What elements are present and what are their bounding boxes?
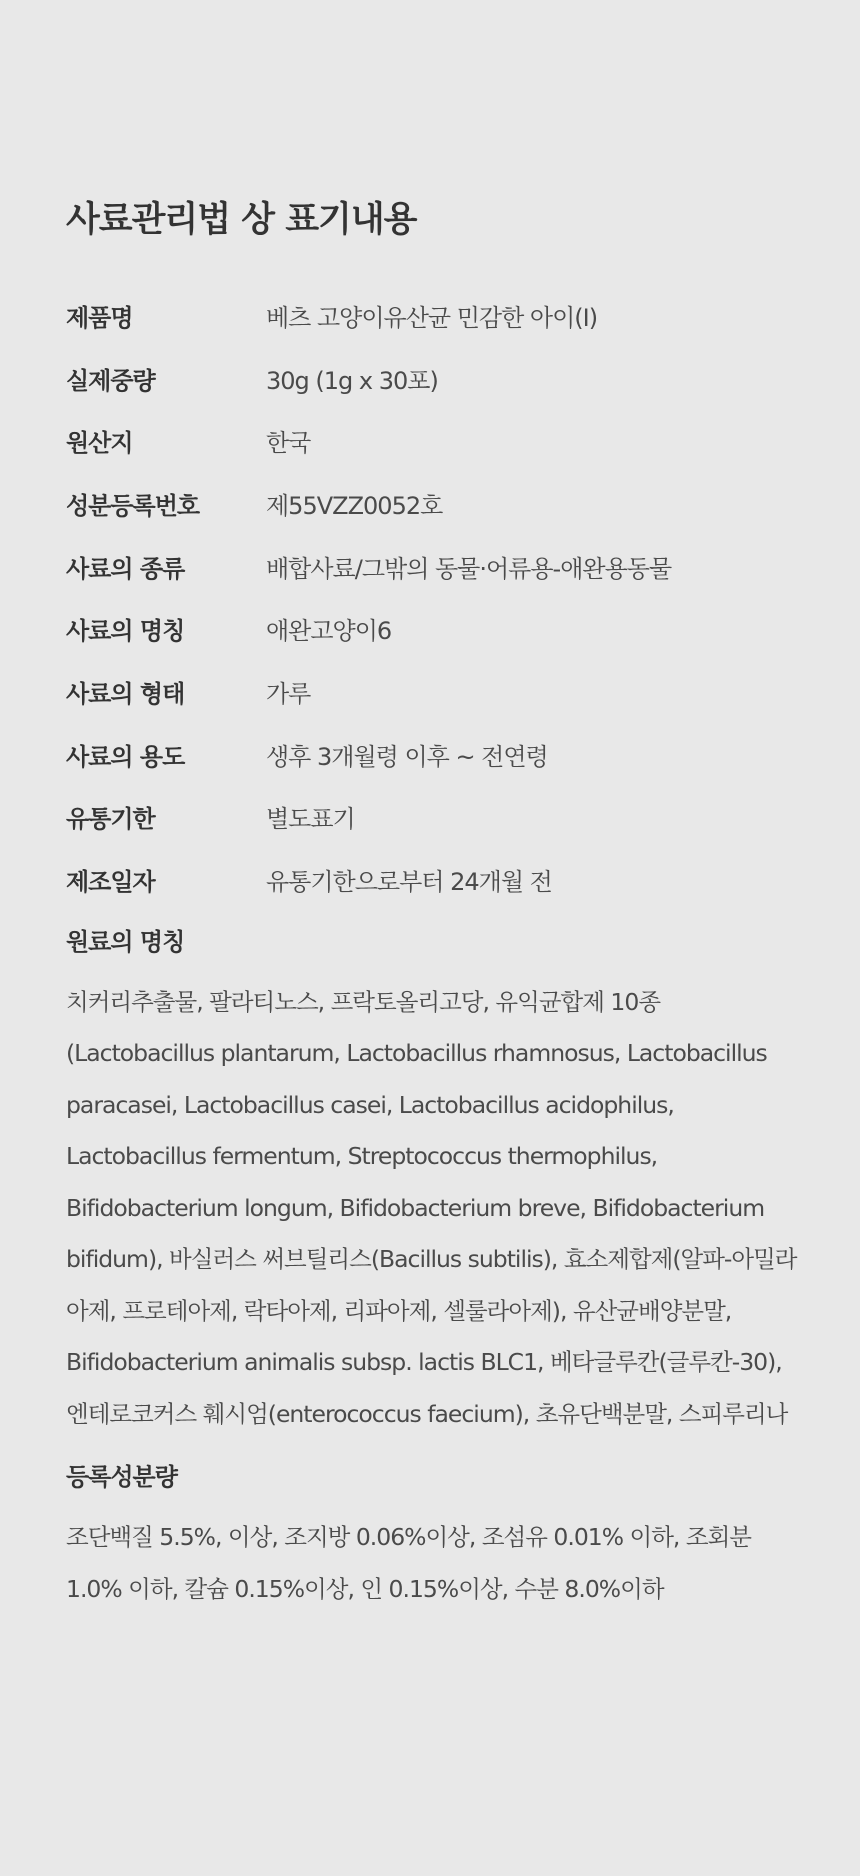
row-label: 유통기한 xyxy=(66,805,155,834)
row-value: 가루 xyxy=(266,679,311,708)
row-value: 생후 3개월령 이후 ~ 전연령 xyxy=(266,742,548,771)
info-row-manufacture-date xyxy=(66,848,794,911)
row-label: 사료의 형태 xyxy=(66,679,185,708)
row-label: 사료의 종류 xyxy=(66,554,185,583)
row-label: 실제중량 xyxy=(66,366,155,395)
row-value: 배합사료/그밖의 동물·어류용-애완용동물 xyxy=(266,554,672,583)
info-row-net-weight xyxy=(66,347,794,410)
analysis-text: 조단백질 5.5%, 이상, 조지방 0.06%이상, 조섬유 0.01% 이하, 조회분 1.0% 이하, 칼슘 0.15%이상, 인 0.15%이상, 수분 8.0%이하 xyxy=(66,1523,751,1603)
row-value: 유통기한으로부터 24개월 전 xyxy=(266,868,552,897)
row-label: 성분등록번호 xyxy=(66,491,200,520)
info-table xyxy=(66,284,794,911)
page-title: 사료관리법 상 표기내용 xyxy=(66,200,417,240)
info-row-expiry xyxy=(66,786,794,849)
row-label: 사료의 용도 xyxy=(66,742,185,771)
info-row-feed-type xyxy=(66,535,794,598)
info-row-product-name xyxy=(66,284,794,347)
row-label: 제품명 xyxy=(66,303,133,332)
row-label: 사료의 명칭 xyxy=(66,617,185,646)
analysis-label: 등록성분량 xyxy=(66,1463,177,1492)
ingredients-label: 원료의 명칭 xyxy=(66,927,185,956)
row-value: 한국 xyxy=(266,429,311,458)
row-value: 별도표기 xyxy=(266,805,355,834)
row-value: 베츠 고양이유산균 민감한 아이(I) xyxy=(266,303,598,332)
info-row-feed-name xyxy=(66,597,794,660)
row-value: 30g (1g x 30포) xyxy=(266,366,438,395)
row-value: 애완고양이6 xyxy=(266,617,392,646)
info-row-registration-number xyxy=(66,472,794,535)
row-value: 제55VZZ0052호 xyxy=(266,491,443,520)
info-row-feed-form xyxy=(66,660,794,723)
row-label: 원산지 xyxy=(66,429,133,458)
row-label: 제조일자 xyxy=(66,868,155,897)
info-row-origin xyxy=(66,409,794,472)
ingredients-text: 치커리추출물, 팔라티노스, 프락토올리고당, 유익균합제 10종 (Lactobacillus plantarum, Lactobacillus rhamnosus, Lactobacillus paracasei, Lactobacillus casei, Lactobacillus acidophilus, Lactobacillus fermentum, Streptococcus thermophilus, Bifidobacterium longum, Bifidobacterium breve, Bifidobacterium bifidum), 바실러스 써브틸리스(Bacillus subtilis), 효소제합제(알파-아밀라아제, 프로테아제, 락타아제, 리파아제, 셀룰라아제), 유산균배양분말, Bifidobacterium animalis subsp. lactis BLC1, 베타글루칸(글루칸-30), 엔테로코커스 훼시엄(enterococcus faecium), 초유단백분말, 스피루리나 xyxy=(66,987,797,1428)
info-row-feed-usage xyxy=(66,723,794,786)
